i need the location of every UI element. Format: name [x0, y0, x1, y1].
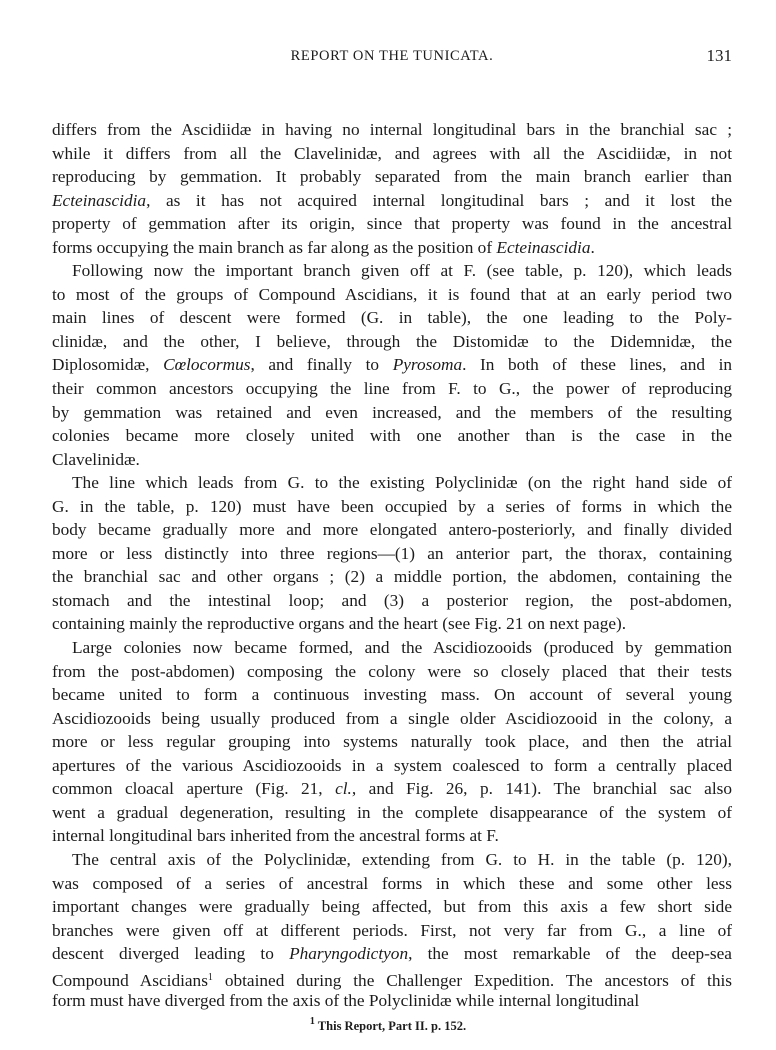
- text-line: [52, 236, 732, 260]
- text-line: [52, 824, 732, 848]
- text-segment: reproducing by gemmation. It probably separated from the main branch earlier than: [52, 167, 732, 187]
- paragraph: [52, 118, 732, 259]
- page-number: 131: [706, 46, 732, 65]
- text-line: [52, 306, 732, 330]
- text-line: [52, 448, 732, 472]
- text-segment: . In both of these lines, and in: [462, 355, 733, 375]
- text-line: [52, 283, 732, 307]
- text-segment: The line which leads from G. to the existing Polyclinidæ (on the right hand side of: [72, 473, 732, 493]
- text-line: [52, 424, 732, 448]
- paragraph: [52, 259, 732, 471]
- text-line: [52, 895, 732, 919]
- running-title: REPORT ON THE TUNICATA.: [290, 48, 494, 64]
- text-line: [52, 872, 732, 896]
- text-line: [52, 777, 732, 801]
- text-line: [52, 919, 732, 943]
- text-segment: Ascidiozooids being usually produced from a single older Ascidiozooid in the colony, a: [52, 708, 732, 728]
- text-line: [52, 730, 732, 754]
- footnote-ref: 1: [207, 971, 213, 983]
- text-segment: the branchial sac and other organs ; (2) a middle portion, the abdomen, containing the: [52, 567, 732, 587]
- text-line: [52, 518, 732, 542]
- footnote: [0, 1016, 776, 1034]
- italic-text: Pharyngodictyon: [289, 944, 409, 964]
- text-line: [52, 353, 732, 377]
- text-line: [52, 683, 732, 707]
- text-segment: obtained during the Challenger Expedition. The ancestors of this: [212, 970, 732, 990]
- text-segment: differs from the Ascidiidæ in having no internal longitudinal bars in the branchial sac ;: [52, 120, 732, 139]
- text-segment: went a gradual degeneration, resulting in the complete disappearance of the system of: [52, 802, 732, 822]
- text-line: [52, 754, 732, 778]
- text-line: [52, 495, 732, 519]
- page-header: [52, 44, 732, 68]
- text-segment: while it differs from all the Clavelinidæ, and agrees with all the Ascidiidæ, in not: [52, 143, 732, 163]
- text-line: [52, 212, 732, 236]
- text-line: [52, 848, 732, 872]
- text-segment: from the post-abdomen) composing the colony were so closely placed that their tests: [52, 661, 732, 681]
- footnote-text: This Report, Part II. p. 152.: [314, 1019, 467, 1033]
- text-segment: Diplosomidæ,: [52, 355, 164, 375]
- text-segment: .: [590, 237, 595, 257]
- text-segment: stomach and the intestinal loop; and (3) a posterior region, the post-abdomen,: [52, 590, 732, 610]
- italic-text: cl.: [335, 779, 352, 799]
- text-segment: more or less distinctly into three regions—(1) an anterior part, the thorax, containing: [52, 543, 732, 563]
- text-segment: , the most remarkable of the deep-sea: [408, 944, 732, 964]
- text-line: [52, 707, 732, 731]
- text-segment: common cloacal aperture (Fig. 21,: [52, 779, 336, 799]
- text-segment: form must have diverged from the axis of the Polyclinidæ while internal longitudinal: [52, 991, 640, 1011]
- text-segment: Large colonies now became formed, and the Ascidiozooids (produced by gemmation: [72, 638, 732, 658]
- text-segment: internal longitudinal bars inherited from the ancestral forms at F.: [52, 826, 499, 846]
- text-segment: colonies became more closely united with one another than is the case in the: [52, 426, 732, 446]
- text-line: [52, 377, 732, 401]
- text-segment: main lines of descent were formed (G. in table), the one leading to the Poly-: [52, 308, 732, 328]
- text-line: [52, 259, 732, 283]
- text-line: [52, 565, 732, 589]
- text-line: [52, 801, 732, 825]
- text-line: [52, 636, 732, 660]
- text-line: [52, 330, 732, 354]
- text-segment: The central axis of the Polyclinidæ, extending from G. to H. in the table (p. 120),: [72, 849, 732, 869]
- text-segment: body became gradually more and more elongated antero-posteriorly, and finally divided: [52, 520, 732, 540]
- text-segment: , as it has not acquired internal longitudinal bars ; and it lost the: [146, 190, 732, 210]
- text-segment: G. in the table, p. 120) must have been occupied by a series of forms in which the: [52, 496, 732, 516]
- paragraph: [52, 636, 732, 848]
- text-segment: clinidæ, and the other, I believe, through the Distomidæ to the Didemnidæ, the: [52, 331, 732, 351]
- text-segment: Compound Ascidians: [52, 970, 208, 990]
- italic-text: Cœlocormus: [163, 355, 251, 375]
- italic-text: Ecteinascidia: [52, 190, 147, 210]
- text-segment: important changes were gradually being affected, but from this axis a few short side: [52, 897, 732, 917]
- text-segment: more or less regular grouping into systems naturally took place, and then the atrial: [52, 732, 732, 752]
- text-segment: property of gemmation after its origin, since that property was found in the ancestral: [52, 214, 732, 234]
- text-segment: was composed of a series of ancestral forms in which these and some other less: [52, 873, 732, 893]
- text-segment: forms occupying the main branch as far along as the position of: [52, 237, 497, 257]
- text-line: [52, 401, 732, 425]
- text-line: [52, 118, 732, 142]
- text-segment: branches were given off at different periods. First, not very far from G., a line of: [52, 920, 732, 940]
- body-text: [52, 118, 732, 1013]
- text-segment: Following now the important branch given off at F. (see table, p. 120), which leads: [72, 261, 732, 281]
- text-line: [52, 189, 732, 213]
- text-segment: to most of the groups of Compound Ascidians, it is found that at an early period two: [52, 284, 732, 304]
- text-segment: became united to form a continuous investing mass. On account of several young: [52, 685, 732, 705]
- text-segment: by gemmation was retained and even increased, and the members of the resulting: [52, 402, 732, 422]
- paragraph: [52, 848, 732, 1013]
- text-line: [52, 471, 732, 495]
- text-line: [52, 589, 732, 613]
- footnote-marker: 1: [309, 1016, 315, 1027]
- text-line: [52, 989, 732, 1013]
- text-segment: , and finally to: [250, 355, 393, 375]
- text-line: [52, 542, 732, 566]
- text-line: [52, 165, 732, 189]
- text-segment: their common ancestors occupying the line from F. to G., the power of reproducing: [52, 379, 732, 399]
- paragraph: [52, 471, 732, 636]
- italic-text: Ecteinascidia: [496, 237, 591, 257]
- italic-text: Pyrosoma: [392, 355, 463, 375]
- text-segment: Clavelinidæ.: [52, 449, 140, 469]
- text-segment: apertures of the various Ascidiozooids in a system coalesced to form a centrally placed: [52, 755, 732, 775]
- text-line: [52, 966, 732, 990]
- text-segment: descent diverged leading to: [52, 944, 290, 964]
- text-line: [52, 660, 732, 684]
- text-line: [52, 612, 732, 636]
- text-segment: , and Fig. 26, p. 141). The branchial sac also: [351, 779, 732, 799]
- text-segment: containing mainly the reproductive organs and the heart (see Fig. 21 on next page).: [52, 614, 627, 634]
- text-line: [52, 142, 732, 166]
- text-line: [52, 942, 732, 966]
